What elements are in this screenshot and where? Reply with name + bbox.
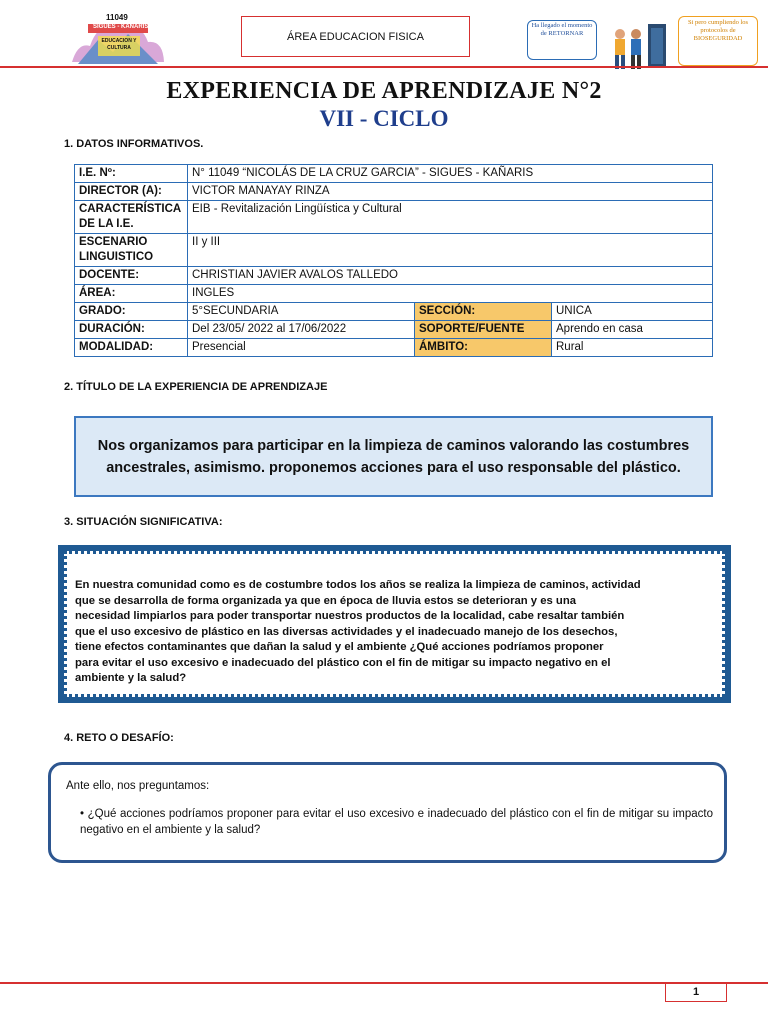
- ambito-label: ÁMBITO:: [415, 339, 552, 357]
- situation-line: que se desarrolla de forma organizada ya que en época de lluvia estos se deterioran y es una: [75, 594, 577, 607]
- cycle-title: VII - CICLO: [319, 106, 449, 131]
- docente-value: CHRISTIAN JAVIER AVALOS TALLEDO: [188, 267, 713, 285]
- area-row-value: INGLES: [188, 285, 713, 303]
- duracion-value: Del 23/05/ 2022 al 17/06/2022: [188, 321, 415, 339]
- page-title: EXPERIENCIA DE APRENDIZAJE N°2: [166, 78, 602, 104]
- challenge-question-text: ¿Qué acciones podríamos proponer para evitar el uso excesivo e inadecuado del plástico con el fin de mitigar su impacto negativo en el ambiente y la salud?: [80, 808, 713, 836]
- section-heading-3: 3. SITUACIÓN SIGNIFICATIVA:: [64, 516, 223, 528]
- table-row: [75, 321, 713, 339]
- section-heading-1: 1. DATOS INFORMATIVOS.: [64, 138, 204, 150]
- school-logo: [68, 12, 168, 70]
- modalidad-value: Presencial: [188, 339, 415, 357]
- section-heading-4: 4. RETO O DESAFÍO:: [64, 732, 174, 744]
- challenge-question: [80, 806, 713, 838]
- table-row: [75, 165, 713, 183]
- situation-line: para evitar el uso excesivo e inadecuado del plástico con el fin de mitigar su impacto negativo en el: [75, 656, 611, 669]
- director-label: DIRECTOR (A):: [75, 183, 188, 201]
- experience-title-box: [74, 416, 713, 497]
- ambito-value: Rural: [552, 339, 713, 357]
- grado-value: 5°SECUNDARIA: [188, 303, 415, 321]
- area-row-label: ÁREA:: [75, 285, 188, 303]
- footer-divider: [0, 982, 768, 984]
- situation-line: ambiente y la salud?: [75, 672, 187, 684]
- logo-number: 11049: [106, 13, 128, 22]
- students-illustration-icon: [600, 20, 670, 72]
- escenario-value: II y III: [188, 234, 713, 267]
- ie-value: N° 11049 “NICOLÁS DE LA CRUZ GARCIA” - SIGUES - KAÑARIS: [188, 165, 713, 183]
- table-row: [75, 183, 713, 201]
- situation-line: tiene efectos contaminantes que dañan la salud y el ambiente ¿Qué acciones podríamos proponer: [75, 641, 604, 653]
- bullet-icon: •: [80, 808, 88, 820]
- header-divider: [0, 66, 768, 68]
- situation-text: [64, 551, 725, 697]
- challenge-intro: Ante ello, nos preguntamos:: [66, 780, 210, 792]
- modalidad-label: MODALIDAD:: [75, 339, 188, 357]
- situation-line: En nuestra comunidad como es de costumbre todos los años se realiza la limpieza de caminos, actividad: [75, 579, 641, 591]
- seccion-label: SECCIÓN:: [415, 303, 552, 321]
- table-row: [75, 303, 713, 321]
- soporte-label: SOPORTE/FUENTE: [415, 321, 552, 339]
- grado-label: GRADO:: [75, 303, 188, 321]
- page-number-box: [665, 982, 727, 1002]
- caracteristica-value: EIB - Revitalización Lingüística y Cultural: [188, 201, 713, 234]
- director-value: VICTOR MANAYAY RINZA: [188, 183, 713, 201]
- area-label: ÁREA EDUCACION FISICA: [287, 30, 424, 43]
- situation-box: [58, 545, 731, 703]
- table-row: [75, 201, 713, 234]
- table-row: [75, 267, 713, 285]
- docente-label: DOCENTE:: [75, 267, 188, 285]
- table-row: [75, 234, 713, 267]
- caracteristica-label: CARACTERÍSTICA DE LA I.E.: [75, 201, 188, 234]
- table-row: [75, 285, 713, 303]
- page-number: 1: [692, 985, 700, 998]
- seccion-value: UNICA: [552, 303, 713, 321]
- situation-line: necesidad limpiarlos para poder transportar nuestros productos de la localidad, cabe resaltar también: [75, 610, 625, 622]
- experience-title: Nos organizamos para participar en la limpieza de caminos valorando las costumbres ancestrales, asimismo. proponemos acciones para el uso responsable del plástico.: [97, 437, 690, 476]
- logo-motto: EDUCACION Y CULTURA: [101, 38, 137, 51]
- bubble-right-text: Si pero cumpliendo los protocolos de BIOSEGURIDAD: [687, 19, 749, 42]
- soporte-value: Aprendo en casa: [552, 321, 713, 339]
- duracion-label: DURACIÓN:: [75, 321, 188, 339]
- ie-label: I.E. Nº:: [75, 165, 188, 183]
- table-row: [75, 339, 713, 357]
- area-label-box: [241, 16, 470, 57]
- escenario-label: ESCENARIO LINGUISTICO: [75, 234, 188, 267]
- logo-place: SIGUES - KAÑARIS: [93, 24, 149, 30]
- section-heading-2: 2. TÍTULO DE LA EXPERIENCIA DE APRENDIZAJE: [64, 381, 328, 393]
- bubble-left-text: Ha llegado el momento de RETORNAR: [531, 22, 593, 37]
- info-table: [74, 164, 713, 357]
- speech-bubble-right: [678, 16, 758, 66]
- situation-line: que el uso excesivo de plástico en las diversas actividades y el inadecuado manejo de los desechos,: [75, 625, 618, 638]
- speech-bubble-left: [527, 20, 597, 60]
